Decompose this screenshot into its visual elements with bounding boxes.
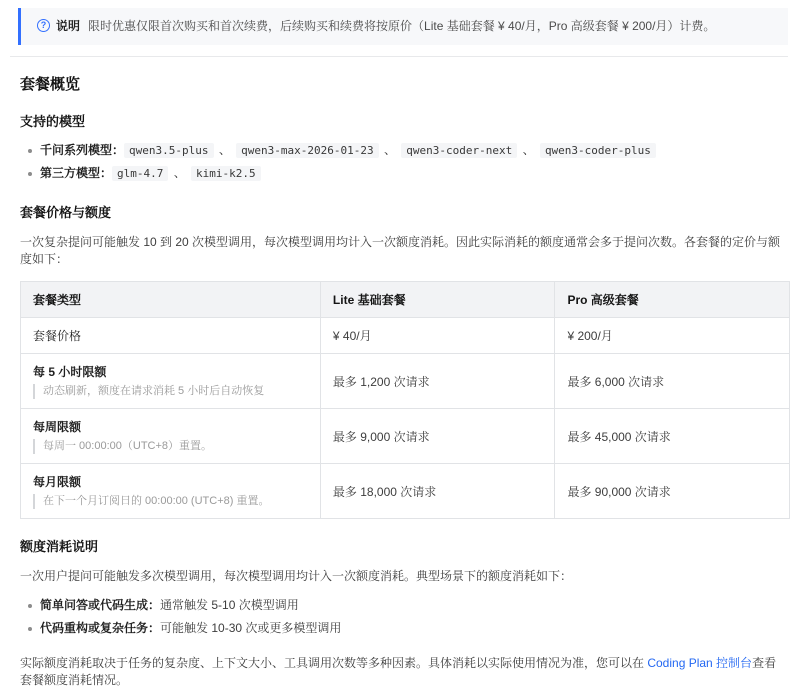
pro-plan-cell: 最多 45,000 次请求 <box>555 409 790 464</box>
heading-consumption: 额度消耗说明 <box>20 539 99 554</box>
consumption-item-label: 简单问答或代码生成： <box>40 598 161 612</box>
plan-row-type-cell <box>21 318 321 354</box>
lite-plan-cell: 最多 18,000 次请求 <box>320 464 555 519</box>
lite-plan-cell: 最多 1,200 次请求 <box>320 354 555 409</box>
model-code-tag: glm-4.7 <box>112 166 168 181</box>
code-separator: 、 <box>215 143 235 157</box>
pricing-column-header: Pro 高级套餐 <box>555 282 790 318</box>
lite-plan-cell: ¥ 40/月 <box>320 318 555 354</box>
pricing-table-row <box>21 409 790 464</box>
plan-row-type-cell <box>21 354 321 409</box>
banner-text <box>56 18 715 35</box>
code-separator: 、 <box>519 143 538 157</box>
model-code-tag: qwen3-coder-plus <box>540 143 656 158</box>
pro-plan-cell: 最多 6,000 次请求 <box>555 354 790 409</box>
banner-label: 说明 <box>56 19 81 33</box>
pricing-column-header: Lite 基础套餐 <box>320 282 555 318</box>
footer-text-before: 实际额度消耗取决于任务的复杂度、上下文大小、工具调用次数等多种因素。具体消耗以实际使用情况为准，您可以在 <box>20 656 648 670</box>
consumption-item-label: 代码重构或复杂任务： <box>40 621 161 635</box>
plan-row-type-cell <box>21 464 321 519</box>
model-list-item <box>28 162 788 185</box>
question-circle-icon: ? <box>37 19 50 32</box>
banner-body: 限时优惠仅限首次购买和首次续费，后续购买和续费将按原价（Lite 基础套餐 ¥ 40/月，Pro 高级套餐 ¥ 200/月）计费。 <box>88 19 716 33</box>
plan-row-title: 每月限额 <box>33 475 82 489</box>
pricing-table-row <box>21 354 790 409</box>
pricing-column-header: 套餐类型 <box>21 282 321 318</box>
pricing-table-row <box>21 464 790 519</box>
pricing-intro: 一次复杂提问可能触发 10 到 20 次模型调用，每次模型调用均计入一次额度消耗。因此实际消耗的额度通常会多于提问次数。各套餐的定价与额度如下： <box>20 235 781 266</box>
model-code-tag: qwen3.5-plus <box>124 143 213 158</box>
pricing-table-header-row <box>21 282 790 318</box>
plan-row-note: 动态刷新，额度在请求消耗 5 小时后自动恢复 <box>33 384 308 399</box>
consumption-list-item: 代码重构或复杂任务：可能触发 10-30 次或更多模型调用 <box>28 617 788 640</box>
coding-plan-console-link[interactable]: Coding Plan 控制台 <box>647 656 753 670</box>
pricing-table <box>20 281 790 519</box>
plan-row-type-cell <box>21 409 321 464</box>
footer-text-after: 查看套餐额度消耗情况。 <box>20 656 777 687</box>
plan-row-note: 每周一 00:00:00（UTC+8）重置。 <box>33 439 308 454</box>
section-divider <box>10 56 788 57</box>
model-list <box>28 139 788 185</box>
model-category-label: 第三方模型： <box>40 166 113 180</box>
pro-plan-cell: ¥ 200/月 <box>555 318 790 354</box>
model-category-label: 千问系列模型： <box>40 143 125 157</box>
consumption-list-item: 简单问答或代码生成：通常触发 5-10 次模型调用 <box>28 594 788 617</box>
model-code-tag: qwen3-max-2026-01-23 <box>236 143 378 158</box>
heading-pricing: 套餐价格与额度 <box>20 205 112 220</box>
model-code-tag: qwen3-coder-next <box>401 143 517 158</box>
footer-note <box>20 655 788 689</box>
model-list-item <box>28 139 788 162</box>
code-separator: 、 <box>380 143 400 157</box>
consumption-list <box>28 594 788 640</box>
plan-row-title: 每周限额 <box>33 420 82 434</box>
plan-row-title: 每 5 小时限额 <box>33 365 107 379</box>
plan-row-title: 套餐价格 <box>33 329 82 343</box>
code-separator: 、 <box>170 166 190 180</box>
lite-plan-cell: 最多 9,000 次请求 <box>320 409 555 464</box>
heading-supported-models: 支持的模型 <box>20 114 86 129</box>
page-title: 套餐概览 <box>20 76 81 93</box>
consumption-intro: 一次用户提问可能触发多次模型调用，每次模型调用均计入一次额度消耗。典型场景下的额度消耗如下： <box>20 569 573 583</box>
info-banner <box>18 8 788 45</box>
pricing-table-row <box>21 318 790 354</box>
pro-plan-cell: 最多 90,000 次请求 <box>555 464 790 519</box>
model-code-tag: kimi-k2.5 <box>191 166 261 181</box>
plan-row-note: 在下一个月订阅日的 00:00:00 (UTC+8) 重置。 <box>33 494 308 509</box>
